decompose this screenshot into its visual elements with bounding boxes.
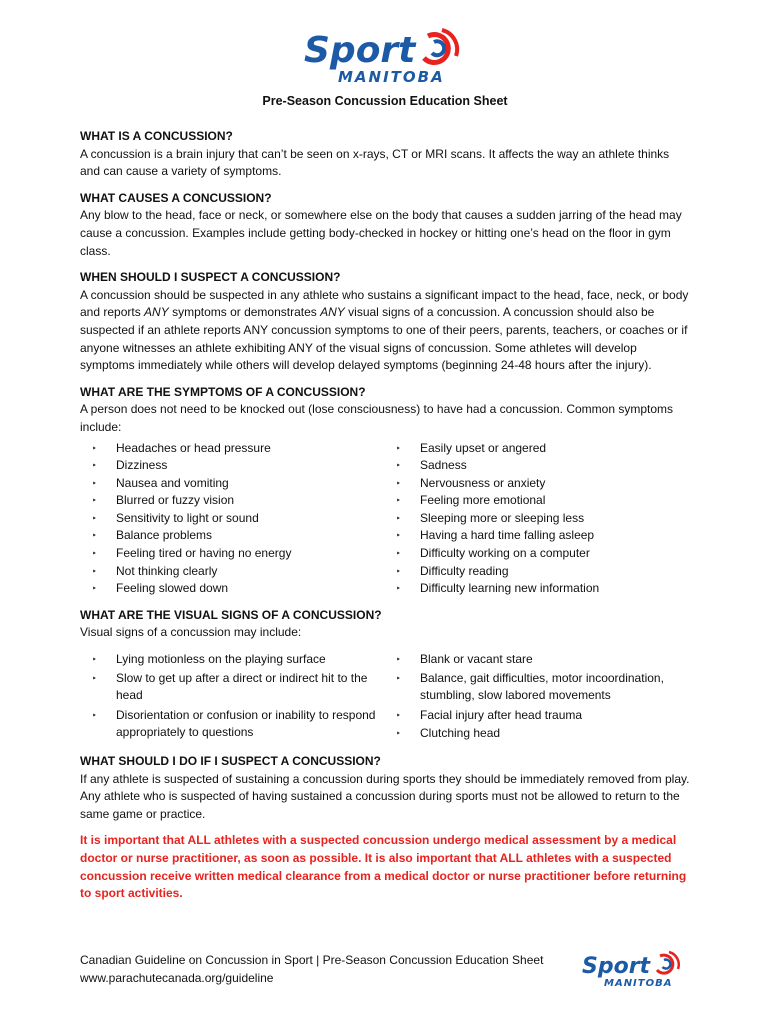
list-item-text: Clutching head: [420, 726, 501, 741]
bullet-icon: ‣: [92, 673, 97, 683]
list-item-text: Feeling slowed down: [116, 581, 229, 596]
bullet-icon: ‣: [396, 655, 401, 665]
list-item-text: Dizziness: [116, 458, 168, 473]
bullet-icon: ‣: [92, 584, 97, 594]
sport-manitoba-logo: [300, 22, 470, 90]
list-item-text: Disorientation or confusion or inability to respond appropriately to questions: [116, 707, 376, 740]
list-item: [384, 580, 684, 598]
section-visual-signs: [80, 607, 692, 744]
footer-sport-manitoba-logo: [580, 948, 688, 990]
bullet-icon: ‣: [92, 443, 97, 453]
bullet-icon: ‣: [396, 710, 401, 720]
list-item: [384, 510, 684, 528]
section-suspect: [80, 269, 692, 375]
section-causes: [80, 190, 692, 260]
warning-text: It is important that ALL athletes with a suspected concussion undergo medical assessment by a medical doctor or nurse practitioner, as soon as possible. It is also important that ALL athletes with a suspected concussion receive written medical clearance from a medical doctor or nurse practitioner before returning to sport activities.: [80, 833, 687, 901]
text-part: visual signs of a concussion. A concussion should also be suspected if an athlete reports ANY concussion symptoms to one of their peers, parents, teachers, or coaches or if anyone witnesses an athlete exhibiting ANY of the visual signs of concussion. Some athletes will develop symptoms immediately while others will develop delayed symptoms (beginning 24-48 hours after the injury).: [80, 305, 688, 373]
list-item-text: Facial injury after head trauma: [420, 707, 583, 722]
section-what-is: [80, 128, 692, 181]
section-heading: WHEN SHOULD I SUSPECT A CONCUSSION?: [80, 270, 341, 285]
bullet-icon: ‣: [396, 584, 401, 594]
bullet-icon: ‣: [396, 443, 401, 453]
list-item: [80, 492, 384, 510]
bullet-icon: ‣: [92, 531, 97, 541]
list-item-text: Not thinking clearly: [116, 563, 218, 578]
bullet-icon: ‣: [92, 710, 97, 720]
list-item-text: Sleeping more or sleeping less: [420, 510, 585, 525]
bullet-icon: ‣: [396, 549, 401, 559]
section-heading: WHAT ARE THE VISUAL SIGNS OF A CONCUSSION?: [80, 607, 382, 622]
list-item: [80, 440, 384, 458]
text-part: A concussion should be suspected in any athlete who sustains a significant impact to the head, face, neck, or body and reports: [80, 287, 689, 320]
bullet-icon: ‣: [92, 496, 97, 506]
section-heading: WHAT CAUSES A CONCUSSION?: [80, 190, 272, 205]
footer-citation-line: Canadian Guideline on Concussion in Sport | Pre-Season Concussion Education Sheet: [80, 953, 544, 967]
visual-sign-lists: [80, 651, 692, 744]
sport-manitoba-logo-graphic: [300, 22, 470, 90]
list-item-text: Sadness: [420, 458, 467, 473]
list-item-text: Slow to get up after a direct or indirect hit to the head: [116, 670, 368, 703]
footer-citation: [80, 952, 543, 987]
list-item: [384, 707, 684, 725]
symptom-lists: [80, 440, 692, 598]
section-text: Visual signs of a concussion may include:: [80, 625, 302, 640]
bullet-icon: ‣: [396, 461, 401, 471]
list-item-text: Feeling tired or having no energy: [116, 546, 292, 561]
list-item-text: Balance problems: [116, 528, 213, 543]
bullet-icon: ‣: [92, 549, 97, 559]
bullet-icon: ‣: [396, 729, 401, 739]
section-text: If any athlete is suspected of sustaining a concussion during sports they should be immediately removed from play. Any athlete who is suspected of having sustained a concussion during sports must not be allowed to return to the same game or practice.: [80, 771, 690, 821]
list-item: [80, 510, 384, 528]
list-item-text: Blank or vacant stare: [420, 652, 533, 667]
list-item: [384, 545, 684, 563]
footer-logo-wordmark: Sport: [582, 954, 651, 979]
list-item: [80, 527, 384, 545]
list-item: [80, 707, 384, 742]
list-item-text: Easily upset or angered: [420, 440, 547, 455]
bullet-icon: ‣: [92, 461, 97, 471]
section-heading: WHAT ARE THE SYMPTOMS OF A CONCUSSION?: [80, 384, 366, 399]
list-item: [384, 670, 684, 705]
footer-url: www.parachutecanada.org/guideline: [80, 970, 274, 985]
logo-wordmark: Sport: [304, 30, 416, 71]
list-item: [384, 563, 684, 581]
section-text: A concussion is a brain injury that can’t be seen on x-rays, CT or MRI scans. It affects the way an athlete thinks and can cause a variety of symptoms.: [80, 146, 670, 179]
list-item-text: Lying motionless on the playing surface: [116, 652, 326, 667]
list-item-text: Nervousness or anxiety: [420, 475, 546, 490]
page-title: Pre-Season Concussion Education Sheet: [262, 94, 508, 108]
visual-sign-list-left: [80, 651, 384, 744]
list-item-text: Difficulty working on a computer: [420, 546, 590, 561]
list-item-text: Sensitivity to light or sound: [116, 510, 259, 525]
emphasis-any: ANY: [144, 305, 169, 320]
visual-sign-list-right: [384, 651, 684, 744]
list-item: [80, 475, 384, 493]
list-item: [384, 725, 684, 743]
list-item: [80, 545, 384, 563]
footer-logo-graphic: [580, 948, 688, 990]
list-item: [80, 651, 384, 669]
emphasis-any: ANY: [320, 305, 345, 320]
bullet-icon: ‣: [396, 496, 401, 506]
bullet-icon: ‣: [396, 478, 401, 488]
bullet-icon: ‣: [396, 513, 401, 523]
bullet-icon: ‣: [92, 478, 97, 488]
list-item: [80, 580, 384, 598]
document-body: [80, 128, 692, 912]
list-item-text: Balance, gait difficulties, motor incoordination, stumbling, slow labored movements: [420, 670, 664, 703]
section-text: Any blow to the head, face or neck, or somewhere else on the body that causes a sudden jarring of the head may cause a concussion. Examples include getting body-checked in hockey or hitting one’s head on the floor in gym class.: [80, 208, 682, 258]
list-item: [384, 457, 684, 475]
list-item: [80, 670, 384, 705]
bullet-icon: ‣: [92, 513, 97, 523]
bullet-icon: ‣: [396, 531, 401, 541]
logo-subtitle: MANITOBA: [338, 68, 445, 86]
section-heading: WHAT IS A CONCUSSION?: [80, 129, 233, 143]
section-text: [80, 287, 692, 375]
list-item: [384, 475, 684, 493]
bullet-icon: ‣: [396, 673, 401, 683]
list-item-text: Blurred or fuzzy vision: [116, 493, 235, 508]
list-item: [384, 440, 684, 458]
section-symptoms: [80, 384, 692, 598]
list-item: [384, 527, 684, 545]
bullet-icon: ‣: [92, 566, 97, 576]
list-item-text: Headaches or head pressure: [116, 440, 271, 455]
list-item-text: Difficulty reading: [420, 563, 509, 578]
list-item: [384, 492, 684, 510]
footer-logo-subtitle: MANITOBA: [604, 978, 673, 989]
section-what-to-do: [80, 753, 692, 903]
symptom-list-left: [80, 440, 384, 598]
bullet-icon: ‣: [92, 655, 97, 665]
swirl-icon: [424, 30, 457, 63]
swirl-icon: [657, 952, 679, 973]
list-item: [384, 651, 684, 669]
section-heading: WHAT SHOULD I DO IF I SUSPECT A CONCUSSION?: [80, 754, 381, 768]
list-item-text: Nausea and vomiting: [116, 475, 229, 490]
list-item-text: Feeling more emotional: [420, 493, 546, 508]
list-item-text: Difficulty learning new information: [420, 581, 600, 596]
bullet-icon: ‣: [396, 566, 401, 576]
list-item-text: Having a hard time falling asleep: [420, 528, 595, 543]
list-item: [80, 457, 384, 475]
text-part: symptoms or demonstrates: [168, 305, 321, 320]
section-text: A person does not need to be knocked out (lose consciousness) to have had a concussion. Common symptoms include:: [80, 402, 674, 434]
symptom-list-right: [384, 440, 684, 598]
list-item: [80, 563, 384, 581]
